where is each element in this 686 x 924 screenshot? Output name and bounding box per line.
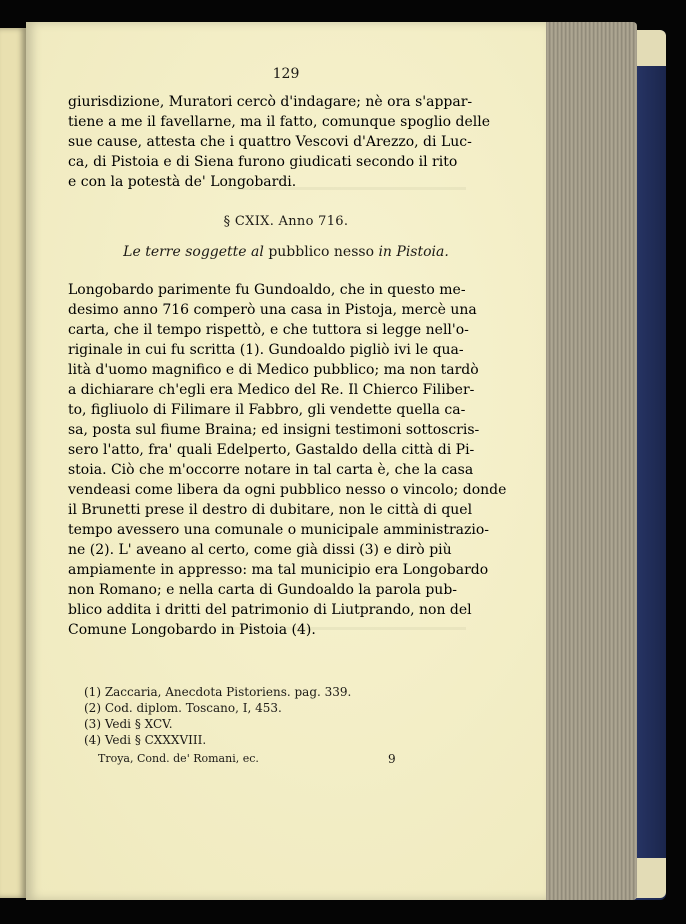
text-line: lità d'uomo magnifico e di Medico pubblico; ma non tardò — [68, 362, 479, 378]
text-line: sue cause, attesta che i quattro Vescovi d'Arezzo, di Luc- — [68, 134, 472, 150]
signature-mark: 9 — [388, 752, 396, 766]
text-line: non Romano; e nella carta di Gundoaldo la parola pub- — [68, 582, 458, 598]
text-line: ca, di Pistoia e di Siena furono giudicati secondo il rito — [68, 154, 458, 170]
footnote: (3) Vedi § XCV. — [84, 717, 173, 731]
footnote: (2) Cod. diplom. Toscano, I, 453. — [84, 701, 282, 715]
text-line: riginale in cui fu scritta (1). Gundoaldo pigliò ivi le qua- — [68, 342, 464, 358]
text-line: Comune Longobardo in Pistoia (4). — [68, 622, 316, 638]
text-line: tempo avessero una comunale o municipale amministrazio- — [68, 522, 489, 538]
text-line: tiene a me il favellarne, ma il fatto, comunque spoglio delle — [68, 114, 491, 130]
text-line: stoia. Ciò che m'occorre notare in tal carta è, che la casa — [68, 462, 474, 478]
signature-line: Troya, Cond. de' Romani, ec. — [98, 752, 259, 765]
section-heading: § CXIX. Anno 716. — [223, 214, 349, 229]
text-line: carta, che il tempo rispettò, e che tuttora si legge nell'o- — [68, 322, 469, 338]
text-line: e con la potestà de' Longobardi. — [68, 174, 297, 190]
footnote: (1) Zaccaria, Anecdota Pistoriens. pag. 339. — [84, 685, 352, 699]
text-line: ne (2). L' aveano al certo, come già dissi (3) e dirò più — [68, 542, 452, 558]
text-line: to, figliuolo di Filimare il Fabbro, gli vendette quella ca- — [68, 402, 466, 418]
text-line: il Brunetti prese il destro di dubitare, non le città di quel — [68, 502, 473, 518]
text-line: Longobardo parimente fu Gundoaldo, che in questo me- — [68, 282, 466, 298]
text-line: giurisdizione, Muratori cercò d'indagare; nè ora s'appar- — [68, 94, 473, 110]
subtitle-plain: pubblico nesso — [263, 244, 379, 260]
footnotes — [84, 684, 351, 748]
text-line: blico addita i dritti del patrimonio di Liutprando, non del — [68, 602, 472, 618]
book-page — [26, 22, 546, 900]
text-line: a dichiarare ch'egli era Medico del Re. Il Chierco Filiber- — [68, 382, 475, 398]
text-line: vendeasi come libera da ogni pubblico nesso o vincolo; donde — [68, 482, 507, 498]
text-line: desimo anno 716 comperò una casa in Pistoja, mercè una — [68, 302, 477, 318]
facing-page-edge — [0, 28, 26, 898]
subtitle-italic: Le terre soggette al — [123, 244, 264, 260]
text-line: sa, posta sul fiume Braina; ed insigni testimoni sottoscris- — [68, 422, 480, 438]
page-number: 129 — [272, 66, 300, 82]
text-line: sero l'atto, fra' quali Edelperto, Gastaldo della città di Pi- — [68, 442, 475, 458]
footnote: (4) Vedi § CXXXVIII. — [84, 733, 207, 747]
section-subtitle — [26, 244, 546, 260]
subtitle-italic: in Pistoia. — [378, 244, 449, 260]
text-line: ampiamente in appresso: ma tal municipio era Longobardo — [68, 562, 489, 578]
page-edges — [545, 22, 637, 900]
